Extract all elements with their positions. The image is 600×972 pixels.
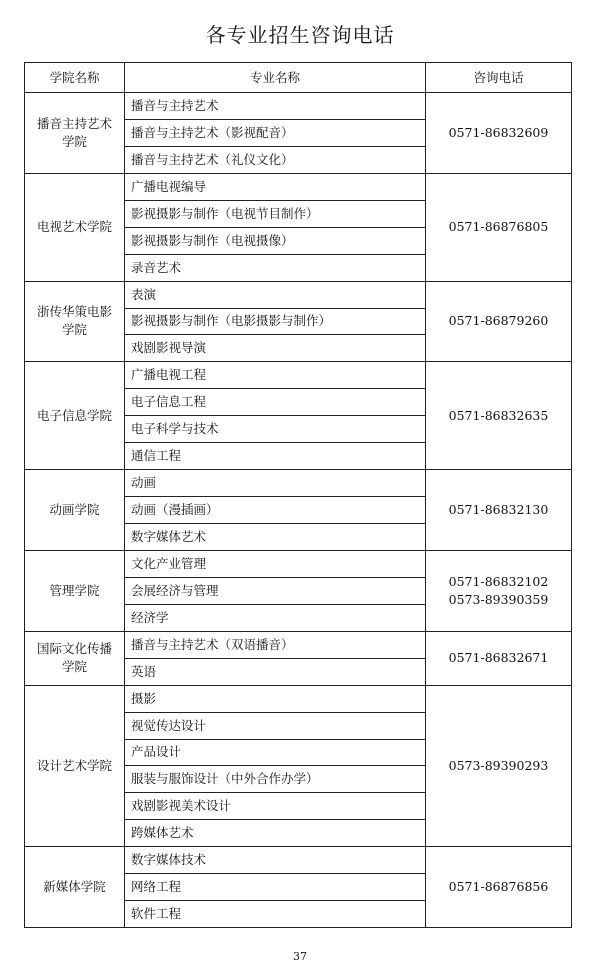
phone-number: 0571-86879260 (448, 313, 549, 329)
table-row (25, 281, 572, 308)
major-name: 录音艺术 (125, 254, 426, 281)
phone-cell (426, 550, 572, 631)
major-name: 文化产业管理 (125, 550, 426, 577)
phone-number: 0571-86832635 (448, 407, 549, 423)
college-name: 国际文化传播学院 (25, 631, 125, 685)
major-name: 动画（漫插画） (125, 497, 426, 524)
phone-number: 0573-89390293 (448, 757, 549, 773)
major-name: 广播电视编导 (125, 173, 426, 200)
header-college: 学院名称 (25, 63, 125, 93)
table-row (25, 470, 572, 497)
phone-number: 0571-86876856 (448, 879, 549, 895)
major-name: 网络工程 (125, 874, 426, 901)
major-name: 电子信息工程 (125, 389, 426, 416)
major-name: 戏剧影视导演 (125, 335, 426, 362)
major-name: 播音与主持艺术 (125, 93, 426, 120)
phone-cell (426, 847, 572, 928)
header-major: 专业名称 (125, 63, 426, 93)
college-name: 新媒体学院 (25, 847, 125, 928)
major-name: 播音与主持艺术（影视配音） (125, 119, 426, 146)
table-row (25, 685, 572, 712)
major-name: 广播电视工程 (125, 362, 426, 389)
major-name: 动画 (125, 470, 426, 497)
table-row (25, 631, 572, 658)
phone-number: 0573-89390359 (448, 591, 549, 607)
phone-number: 0571-86832102 (448, 573, 549, 589)
phone-cell (426, 281, 572, 362)
major-name: 影视摄影与制作（电视节目制作） (125, 200, 426, 227)
phone-number: 0571-86832671 (448, 650, 549, 666)
college-name: 动画学院 (25, 470, 125, 551)
table-row (25, 847, 572, 874)
phone-cell (426, 93, 572, 174)
phone-number: 0571-86876805 (448, 219, 549, 235)
table-row (25, 173, 572, 200)
major-name: 电子科学与技术 (125, 416, 426, 443)
phone-number: 0571-86832130 (448, 502, 549, 518)
phone-cell (426, 470, 572, 551)
table-header-row (25, 63, 572, 93)
major-name: 通信工程 (125, 443, 426, 470)
college-name: 播音主持艺术学院 (25, 93, 125, 174)
major-name: 跨媒体艺术 (125, 820, 426, 847)
page-title: 各专业招生咨询电话 (205, 23, 395, 47)
college-name: 电视艺术学院 (25, 173, 125, 281)
major-name: 影视摄影与制作（电视摄像） (125, 227, 426, 254)
college-name: 设计艺术学院 (25, 685, 125, 847)
major-name: 播音与主持艺术（双语播音） (125, 631, 426, 658)
major-name: 影视摄影与制作（电影摄影与制作） (125, 308, 426, 335)
table-row (25, 93, 572, 120)
major-name: 服装与服饰设计（中外合作办学） (125, 766, 426, 793)
major-name: 软件工程 (125, 901, 426, 928)
major-name: 会展经济与管理 (125, 577, 426, 604)
page-number: 37 (293, 950, 307, 963)
major-name: 播音与主持艺术（礼仪文化） (125, 146, 426, 173)
major-name: 数字媒体技术 (125, 847, 426, 874)
phone-cell (426, 631, 572, 685)
major-name: 产品设计 (125, 739, 426, 766)
header-phone: 咨询电话 (426, 63, 572, 93)
major-name: 英语 (125, 658, 426, 685)
table-body (25, 93, 572, 928)
major-name: 视觉传达设计 (125, 712, 426, 739)
phone-number: 0571-86832609 (448, 124, 549, 140)
phone-cell (426, 685, 572, 847)
phone-cell (426, 173, 572, 281)
major-name: 摄影 (125, 685, 426, 712)
college-name: 电子信息学院 (25, 362, 125, 470)
major-name: 数字媒体艺术 (125, 524, 426, 551)
contact-table (24, 62, 572, 928)
phone-cell (426, 362, 572, 470)
table-row (25, 550, 572, 577)
college-name: 管理学院 (25, 550, 125, 631)
college-name: 浙传华策电影学院 (25, 281, 125, 362)
major-name: 表演 (125, 281, 426, 308)
table-row (25, 362, 572, 389)
major-name: 戏剧影视美术设计 (125, 793, 426, 820)
major-name: 经济学 (125, 604, 426, 631)
